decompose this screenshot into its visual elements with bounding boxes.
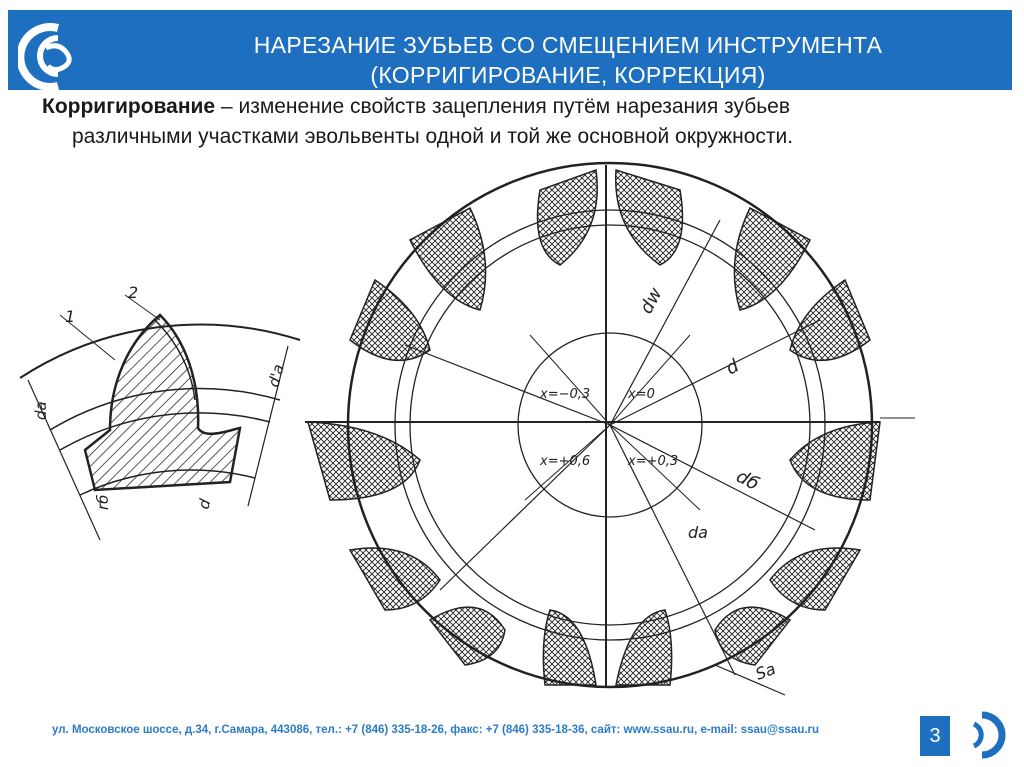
tooth-label-2: 2 <box>128 283 139 302</box>
gear-label-d: d <box>722 355 743 380</box>
header <box>0 0 1024 92</box>
definition-term: Корригирование <box>42 95 216 118</box>
definition-paragraph <box>42 92 1002 152</box>
tooth-label-da-prime: d'а <box>264 362 288 390</box>
footer-address: ул. Московское шоссе, д.34, г.Самара, 443086, тел.: +7 (846) 335-18-26, факс: +7 (846) 335-18-36, сайт: www.ssau.ru, e-mail: ssau@ssau.ru <box>52 724 820 736</box>
sector-label-x-plus03: x=+0,3 <box>628 454 679 469</box>
definition-text-2: различными участками эвольвенты одной и той же основной окружности. <box>72 125 794 148</box>
sector-label-x-minus03: x=−0,3 <box>540 387 591 402</box>
tooth-label-rb: rб <box>94 494 112 510</box>
ssau-footer-logo-icon <box>952 710 1012 760</box>
tooth-label-d: d <box>194 497 215 512</box>
gear-label-da: dа <box>688 523 708 542</box>
gear-label-dw: dw <box>635 284 667 318</box>
sector-label-x-plus06: x=+0,6 <box>540 454 591 469</box>
gear-figure <box>305 163 915 695</box>
tooth-label-da: dа <box>32 401 50 420</box>
gear-label-sa: Sа <box>752 659 779 684</box>
technical-drawing <box>0 160 1024 700</box>
title-bar <box>8 10 1012 90</box>
page-title <box>158 30 978 90</box>
tooth-label-1: 1 <box>65 307 76 326</box>
page-number: 3 <box>920 716 950 756</box>
definition-text-1: – изменение свойств зацепления путём нарезания зубьев <box>215 95 790 118</box>
title-line-1: НАРЕЗАНИЕ ЗУБЬЕВ СО СМЕЩЕНИЕМ ИНСТРУМЕНТА <box>253 32 883 58</box>
footer <box>0 700 1024 767</box>
tooth-detail-figure <box>20 283 300 540</box>
ssau-logo-icon <box>18 22 98 92</box>
title-line-2: (КОРРИГИРОВАНИЕ, КОРРЕКЦИЯ) <box>370 62 766 88</box>
sector-label-x0: x=0 <box>628 387 655 402</box>
gear-label-db: dб <box>732 465 763 495</box>
gear-teeth <box>308 170 880 685</box>
